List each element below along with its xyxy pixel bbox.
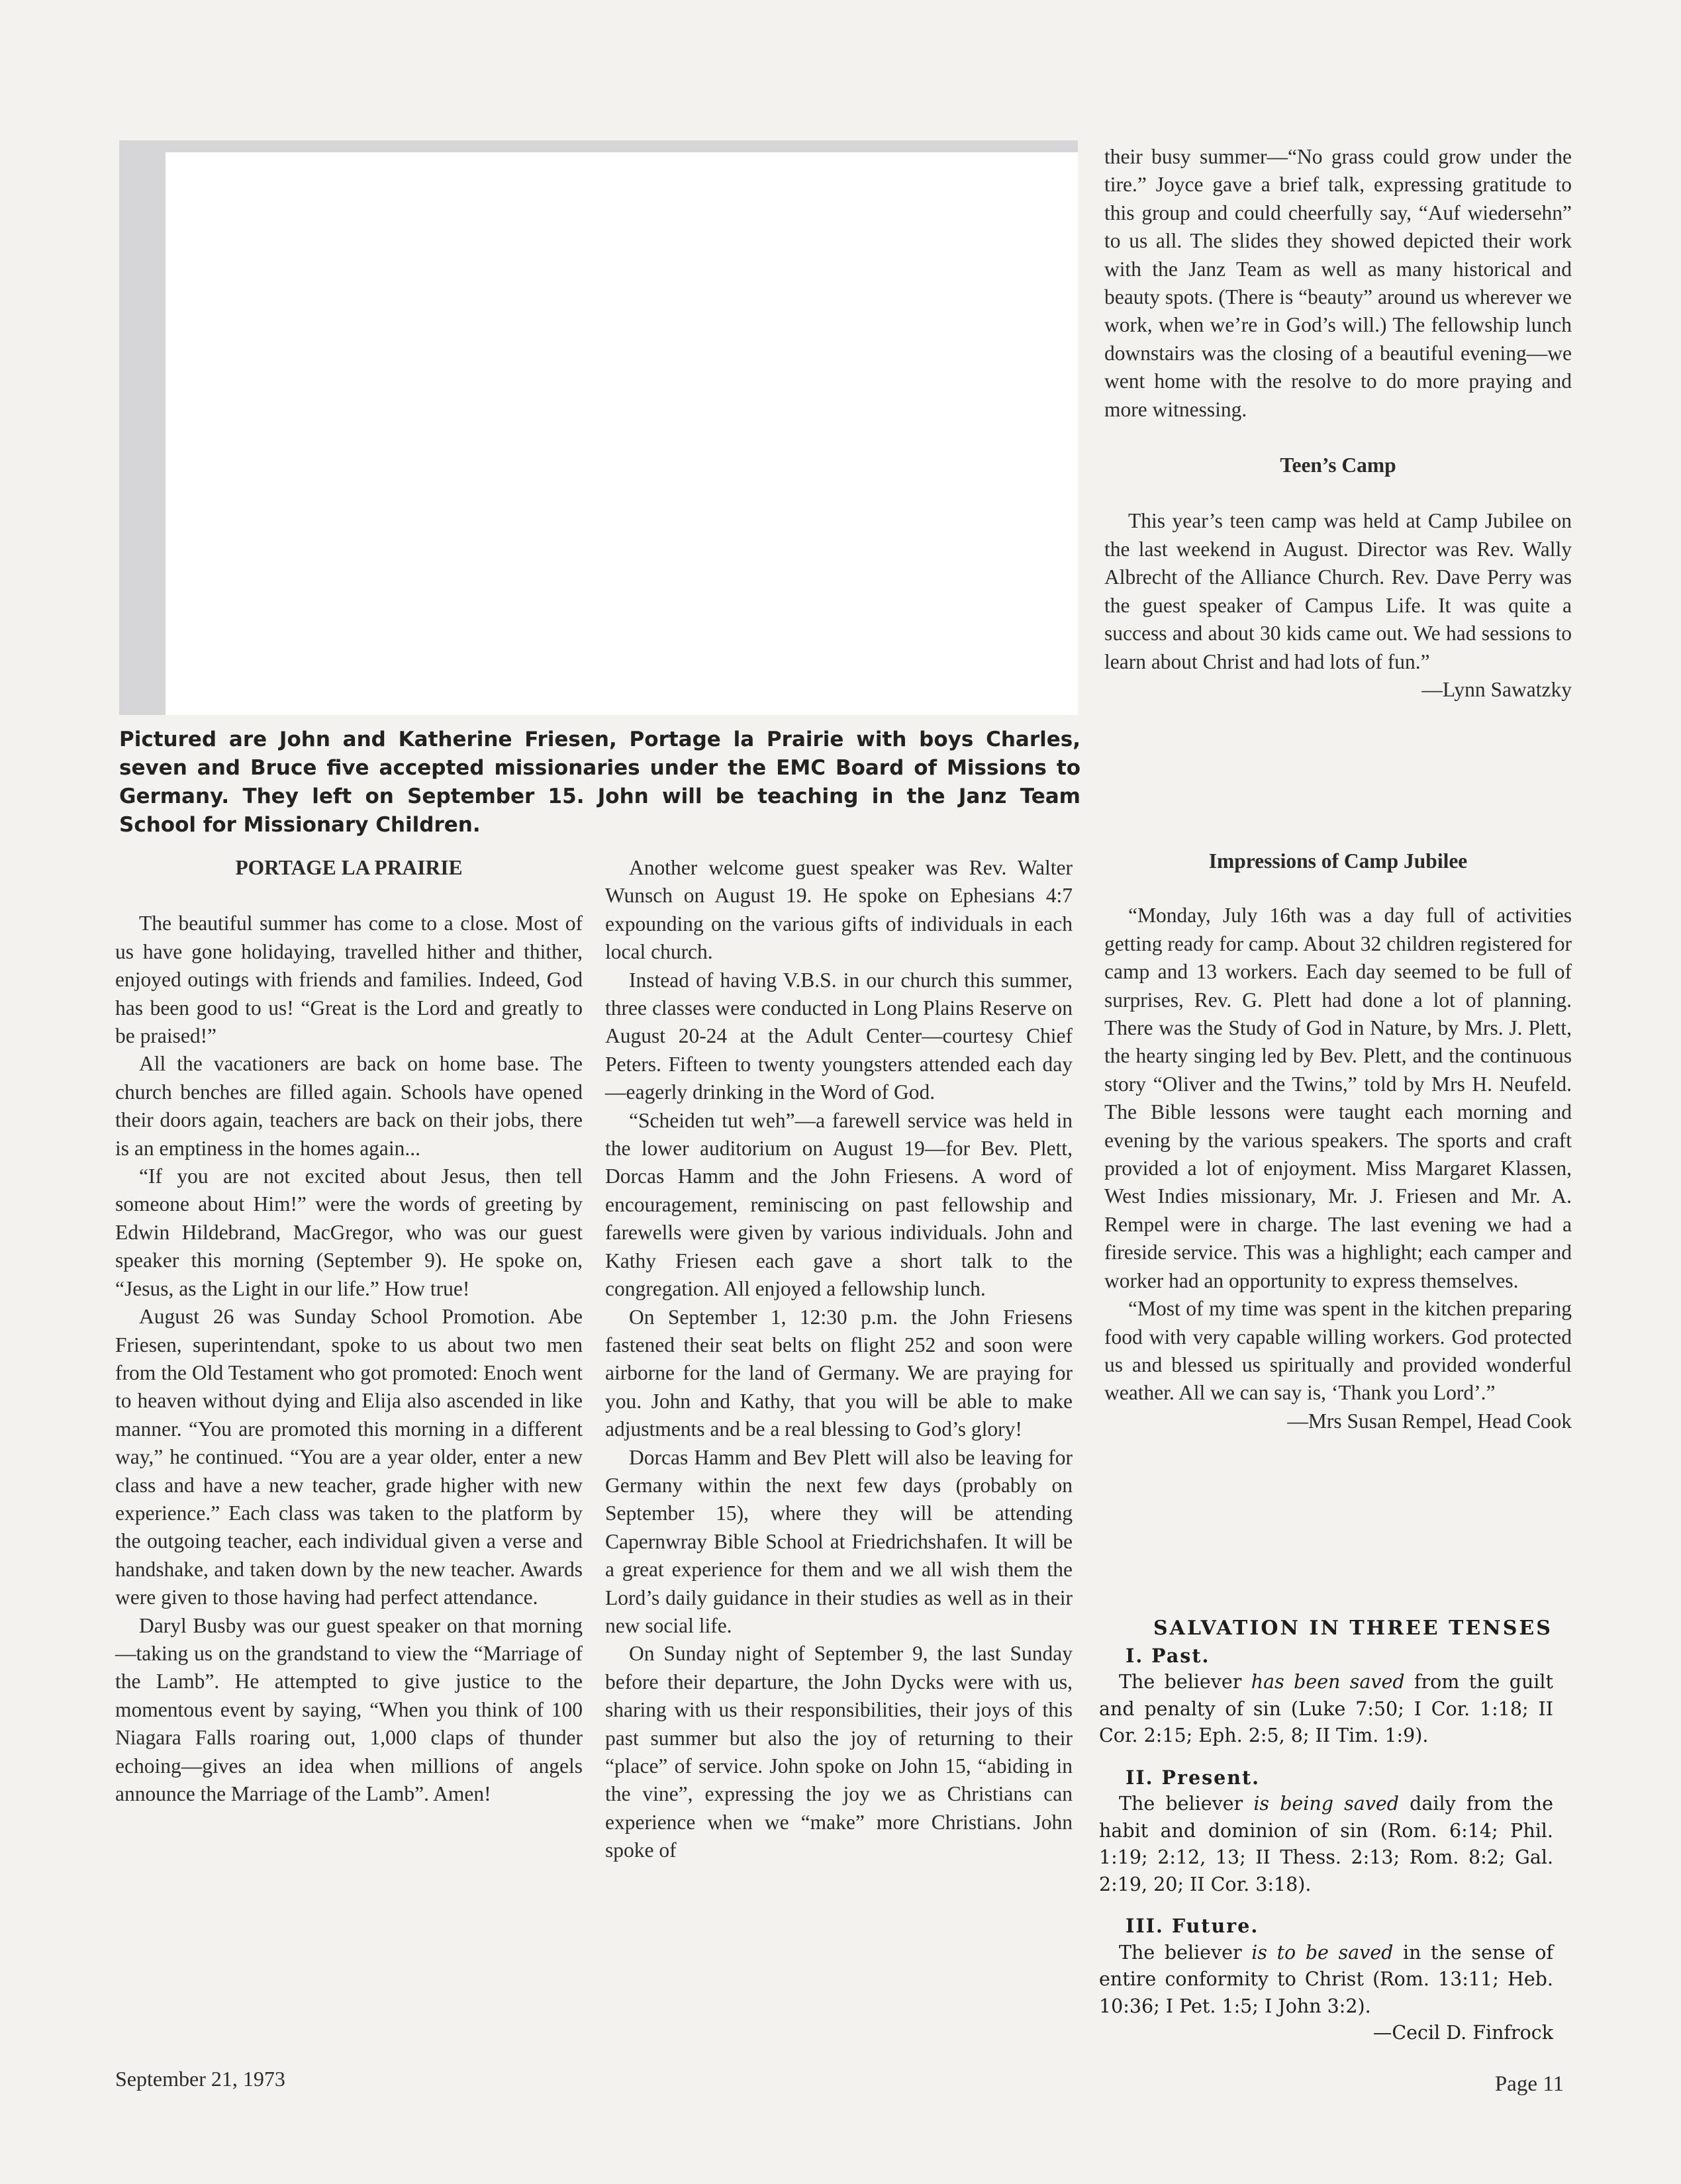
paragraph: Instead of having V.B.S. in our church this summer, three classes were conducted in Long Plains Reserve on August 20-24 at the Adult Center—courtesy Chief Peters. Fifteen to twenty youngsters attended each day—eagerly drinking in the Word of God.	[605, 968, 1073, 1104]
section-title-teens-camp: Teen’s Camp	[1280, 453, 1396, 477]
photo-frame	[119, 140, 1078, 715]
salvation-heading: II. Present.	[1126, 1766, 1261, 1789]
paragraph: “Monday, July 16th was a day full of activities getting ready for camp. About 32 children registered for camp and 13 workers. Each day seemed to be full of surprises, Rev. G. Plett had done a lot of planning. There was the Study of God in Nature, by Mrs. J. Plett, the hearty singing led by Bev. Plett, and the continuous story “Oliver and the Twins,” told by Mrs H. Neufeld. The Bible lessons were taught each morning and evening by the various speakers. The sports and craft provided a lot of enjoyment. Miss Margaret Klassen, West Indies missionary, Mr. J. Friesen and Mr. A. Rempel were in charge. The last evening we had a fireside service. This was a highlight; each camper and worker had an opportunity to express themselves.	[1104, 904, 1572, 1292]
salvation-heading: III. Future.	[1126, 1915, 1259, 1937]
paragraph: “If you are not excited about Jesus, then tell someone about Him!” were the words of greeting by Edwin Hildebrand, MacGregor, who was our guest speaker this morning (September 9). He spoke on, “Jesus, as the Light in our life.” How true!	[115, 1164, 583, 1300]
paragraph: All the vacationers are back on home base. The church benches are filled again. Schools have opened their doors again, teachers are back on their jobs, there is an emptiness in the homes again...	[115, 1052, 583, 1160]
paragraph: Another welcome guest speaker was Rev. Walter Wunsch on August 19. He spoke on Ephesians 4:7 expounding on the various gifts of individuals in each local church.	[605, 856, 1073, 964]
paragraph: Dorcas Hamm and Bev Plett will also be leaving for Germany within the next few days (probably on September 15), where they will be attending Capernwray Bible School at Friedrichshafen. It will be a great experience for them and we all wish them the Lord’s daily guidance in their studies as well as in their new social life.	[605, 1445, 1073, 1637]
paragraph: On September 1, 12:30 p.m. the John Friesens fastened their seat belts on flight 252 and soon were airborne for the land of Germany. We are praying for you. John and Kathy, that you will be able to make adjustments and be a real blessing to God’s glory!	[605, 1305, 1073, 1441]
paragraph: their busy summer—“No grass could grow under the tire.” Joyce gave a brief talk, expressing gratitude to this group and could cheerfully say, “Auf wiedersehn” to us all. The slides they showed depicted their work with the Janz Team as well as many historical and beauty spots. (There is “beauty” around us wherever we work, when we’re in God’s will.) The fellowship lunch downstairs was the closing of a beautiful evening—we went home with the resolve to do more praying and more witnessing.	[1104, 145, 1572, 421]
paragraph: On Sunday night of September 9, the last Sunday before their departure, the John Dycks were with us, sharing with us their responsibilities, their joys of this past summer but also the joy of returning to their “place” of service. John spoke on John 15, “abiding in the vine”, expressing the joy we as Christians can experience when we “make” more Christians. John spoke of	[605, 1642, 1073, 1862]
paragraph: “Scheiden tut weh”—a farewell service was held in the lower auditorium on August 19—for Bev. Plett, Dorcas Hamm and the John Friesens. A word of encouragement, reminiscing on past fellowship and farewells were given by various individuals. John and Kathy Friesen each gave a short talk to the congregation. All enjoyed a fellowship lunch.	[605, 1108, 1073, 1301]
paragraph: The beautiful summer has come to a close. Most of us have gone holidaying, travelled hither and thither, enjoyed outings with friends and families. Indeed, God has been good to us! “Great is the Lord and greatly to be praised!”	[115, 912, 583, 1048]
paragraph: Daryl Busby was our guest speaker on that morning—taking us on the grandstand to view the “Marriage of the Lamb”. He attempted to give justice to the momentous event by saying, “When you think of 100 Niagara Falls roaring out, 1,000 claps of thunder echoing—gives an idea when millions of angels announce the Marriage of the Lamb”. Amen!	[115, 1613, 583, 1805]
column-2	[605, 854, 1073, 1865]
byline: —Mrs Susan Rempel, Head Cook	[1287, 1409, 1572, 1433]
paragraph: August 26 was Sunday School Promotion. Abe Friesen, superintendant, spoke to us about two men from the Old Testament who got promoted: Enoch went to heaven without dying and Elija also ascended in like manner. “You are promoted this morning in a different way,” he continued. “You are a year older, enter a new class and have a new teacher, grade higher with new experience.” Each class was taken to the platform by the outgoing teacher, each individual given a verse and handshake, and taken down by the new teacher. Awards were given to those having had perfect attendance.	[115, 1305, 583, 1609]
section-title-portage: PORTAGE LA PRAIRIE	[235, 856, 463, 879]
column-3	[1104, 143, 1572, 704]
salvation-text: The believer is being saved daily from the habit and dominion of sin (Rom. 6:14; Phil. 1:19; 2:12, 13; II Thess. 2:13; Rom. 8:2; Gal. 2:19, 20; II Cor. 3:18).	[1099, 1793, 1553, 1895]
section-title-impressions: Impressions of Camp Jubilee	[1208, 849, 1468, 873]
byline: —Lynn Sawatzky	[1421, 677, 1572, 701]
issue-date: September 21, 1973	[115, 2067, 285, 2091]
salvation-heading: I. Past.	[1126, 1644, 1210, 1667]
salvation-title: SALVATION IN THREE TENSES	[1153, 1617, 1553, 1640]
byline: —Cecil D. Finfrock	[1372, 2022, 1553, 2044]
page-number: Page 11	[1494, 2072, 1564, 2096]
column-3-impressions	[1104, 847, 1572, 1435]
salvation-text: The believer has been saved from the guilt and penalty of sin (Luke 7:50; I Cor. 1:18; II Cor. 2:15; Eph. 2:5, 8; II Tim. 1:9).	[1099, 1671, 1553, 1746]
photo-image	[166, 152, 1078, 715]
paragraph: “Most of my time was spent in the kitchen preparing food with very capable willing workers. God protected us and blessed us spiritually and provided wonderful weather. All we can say is, ‘Thank you Lord’.”	[1104, 1297, 1572, 1405]
salvation-box	[1099, 1615, 1553, 2047]
salvation-text: The believer is to be saved in the sense of entire conformity to Christ (Rom. 13:11; Heb. 10:36; I Pet. 1:5; I John 3:2).	[1099, 1941, 1553, 2017]
column-1	[115, 854, 583, 1808]
paragraph: This year’s teen camp was held at Camp Jubilee on the last weekend in August. Director was Rev. Wally Albrecht of the Alliance Church. Rev. Dave Perry was the guest speaker of Campus Life. It was quite a success and about 30 kids came out. We had sessions to learn about Christ and had lots of fun.”	[1104, 509, 1572, 673]
photo-caption: Pictured are John and Katherine Friesen, Portage la Prairie with boys Charles, seven and Bruce five accepted missionaries under the EMC Board of Missions to Germany. They left on September 15. John will be teaching in the Janz Team School for Missionary Children.	[119, 728, 1081, 837]
